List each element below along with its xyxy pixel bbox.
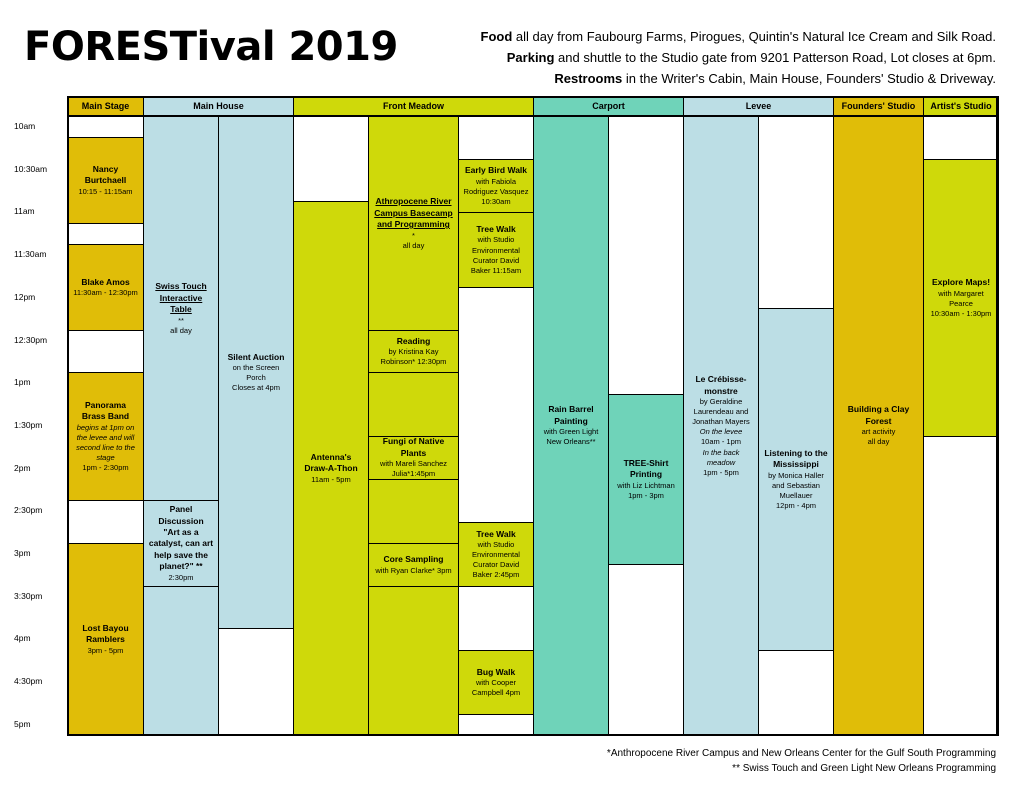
event-tree-walk[interactable] bbox=[458, 212, 534, 288]
event-title: TREE-Shirt Printing bbox=[623, 457, 669, 480]
empty-slot bbox=[758, 650, 834, 736]
restrooms-line: Restrooms in the Writer's Cabin, Main House, Founders' Studio & Driveway. bbox=[554, 71, 996, 86]
event-title: Nancy Burtchaell bbox=[84, 163, 127, 186]
event-detail: all day bbox=[402, 240, 425, 250]
time-label: 11:30am bbox=[14, 249, 47, 260]
empty-slot bbox=[458, 714, 534, 736]
event-title: Early Bird Walk bbox=[464, 165, 528, 176]
empty-slot bbox=[758, 116, 834, 309]
event-fungi-of-native-plants[interactable] bbox=[368, 436, 459, 480]
event-detail: with Fabiola Rodriguez Vasquez 10:30am bbox=[463, 176, 529, 206]
event-title: Le Crébisse-monstre bbox=[695, 374, 747, 396]
event-detail: 3pm - 5pm bbox=[87, 645, 124, 655]
event-detail: art activity bbox=[861, 427, 896, 437]
event-title: Athropocene River Campus Basecamp and Programming bbox=[374, 196, 453, 230]
time-label: 3:30pm bbox=[14, 590, 43, 601]
time-label: 10am bbox=[14, 121, 36, 131]
event-tree-walk[interactable] bbox=[458, 522, 534, 587]
event-athropocene-river-campus-basecamp-and-programming[interactable] bbox=[368, 116, 459, 331]
time-label: 2pm bbox=[14, 462, 31, 473]
event-detail: with Liz Lichtman bbox=[617, 480, 675, 490]
event-detail: In the back meadow bbox=[702, 447, 740, 467]
event-rain-barrel-painting[interactable] bbox=[533, 116, 609, 736]
food-line: Food all day from Faubourg Farms, Pirogues, Quintin's Natural Ice Cream and Silk Road. bbox=[480, 29, 996, 44]
event-tree-shirt-printing[interactable] bbox=[608, 394, 684, 565]
event-title: Core Sampling bbox=[383, 554, 444, 565]
empty-slot bbox=[67, 116, 144, 138]
empty-slot bbox=[67, 330, 144, 373]
empty-slot bbox=[368, 586, 459, 736]
event-title: Panel Discussion bbox=[158, 504, 204, 526]
event-title: Tree Walk bbox=[476, 528, 516, 539]
empty-slot bbox=[368, 479, 459, 544]
event-detail: * bbox=[412, 230, 415, 240]
time-label: 4pm bbox=[14, 633, 31, 644]
empty-slot bbox=[458, 287, 534, 523]
empty-slot bbox=[143, 586, 219, 736]
event-detail: with Studio Environmental Curator David Baker 11:15am bbox=[470, 235, 522, 275]
event-detail: 2:30pm bbox=[168, 572, 194, 582]
event-panorama-brass-band[interactable] bbox=[67, 372, 144, 501]
event-title: Lost Bayou Ramblers bbox=[82, 622, 129, 645]
empty-slot bbox=[458, 116, 534, 160]
page-title: FORESTival 2019 bbox=[24, 24, 398, 70]
time-label: 1:30pm bbox=[14, 419, 43, 430]
event-detail: 1pm - 5pm bbox=[703, 467, 739, 477]
event-nancy-burtchaell[interactable] bbox=[67, 137, 144, 224]
event-swiss-touch-interactive-table[interactable] bbox=[143, 116, 219, 501]
time-label: 2:30pm bbox=[14, 505, 43, 516]
event-detail: by Monica Haller and Sebastian Muellauer bbox=[768, 470, 824, 500]
time-label: 5pm bbox=[14, 718, 31, 729]
event-detail: 10:30am - 1:30pm bbox=[930, 308, 992, 318]
header-founders-studio: Founders' Studio bbox=[833, 96, 924, 116]
empty-slot bbox=[923, 116, 999, 160]
empty-slot bbox=[293, 116, 369, 202]
time-label: 4:30pm bbox=[14, 676, 43, 687]
event-blake-amos[interactable] bbox=[67, 244, 144, 331]
event-antenna-s-draw-a-thon[interactable] bbox=[293, 201, 369, 736]
footnote-1: *Anthropocene River Campus and New Orleans Center for the Gulf South Programming bbox=[606, 748, 996, 759]
event-detail: 11am - 5pm bbox=[311, 474, 351, 484]
empty-slot bbox=[67, 223, 144, 245]
footnote-2: ** Swiss Touch and Green Light New Orleans Programming bbox=[732, 763, 996, 774]
event-title: Listening to the Mississippi bbox=[764, 447, 828, 470]
event-title: Swiss Touch Interactive Table bbox=[155, 281, 207, 315]
event-detail: with Ryan Clarke* 3pm bbox=[375, 565, 452, 575]
event-detail: by Kristina Kay Robinson* 12:30pm bbox=[380, 347, 447, 367]
parking-line: Parking and shuttle to the Studio gate from 9201 Patterson Road, Lot closes at 6pm. bbox=[506, 50, 996, 65]
time-label: 3pm bbox=[14, 548, 31, 558]
empty-slot bbox=[67, 500, 144, 544]
time-label: 11am bbox=[14, 206, 35, 217]
event-le-cr-bisse-monstre[interactable] bbox=[683, 116, 759, 736]
event-detail: all day bbox=[170, 325, 192, 335]
header-levee: Levee bbox=[683, 96, 834, 116]
event-detail: all day bbox=[867, 437, 890, 447]
time-label: 12pm bbox=[14, 291, 36, 302]
event-title: Blake Amos bbox=[81, 276, 130, 287]
event-reading[interactable] bbox=[368, 330, 459, 373]
empty-slot bbox=[368, 372, 459, 437]
event-title: Panorama Brass Band bbox=[81, 399, 130, 422]
event-detail: 11:30am - 12:30pm bbox=[73, 288, 138, 298]
event-title: Rain Barrel Painting bbox=[548, 404, 594, 426]
event-detail: with Margaret Pearce bbox=[938, 288, 984, 308]
event-lost-bayou-ramblers[interactable] bbox=[67, 543, 144, 736]
event-title: Fungi of Native Plants bbox=[382, 436, 445, 458]
event-detail: 10am - 1pm bbox=[700, 437, 742, 447]
event-title: Building a Clay Forest bbox=[847, 404, 910, 426]
footnotes bbox=[607, 746, 996, 776]
event-early-bird-walk[interactable] bbox=[458, 159, 534, 213]
event-title: Bug Walk bbox=[476, 666, 516, 677]
event-explore-maps[interactable] bbox=[923, 159, 999, 437]
event-detail: with Green Light New Orleans** bbox=[543, 427, 599, 447]
event-detail: 10:15 - 11:15am bbox=[78, 186, 133, 196]
event-detail: ** bbox=[178, 315, 184, 325]
empty-slot bbox=[608, 116, 684, 395]
event-detail: by Geraldine Laurendeau and Jonathan Mayers bbox=[692, 396, 750, 427]
empty-slot bbox=[923, 436, 999, 736]
event-core-sampling[interactable] bbox=[368, 543, 459, 587]
event-bug-walk[interactable] bbox=[458, 650, 534, 715]
header-artist-s-studio: Artist's Studio bbox=[923, 96, 999, 116]
event-title: Antenna's Draw-A-Thon bbox=[304, 451, 358, 474]
event-title: Tree Walk bbox=[476, 224, 516, 235]
header-front-meadow: Front Meadow bbox=[293, 96, 534, 116]
event-title: Reading bbox=[396, 335, 431, 346]
event-title: Silent Auction bbox=[227, 351, 285, 362]
event-title: Explore Maps! bbox=[931, 277, 991, 288]
time-label: 10:30am bbox=[14, 163, 48, 174]
header-main-stage: Main Stage bbox=[67, 96, 144, 116]
time-label: 1pm bbox=[14, 377, 31, 388]
event-detail: 1pm - 3pm bbox=[628, 490, 664, 500]
event-detail: 12pm - 4pm bbox=[775, 501, 817, 511]
event-panel-discussion[interactable] bbox=[143, 500, 219, 587]
empty-slot bbox=[608, 564, 684, 736]
event-building-a-clay-forest[interactable] bbox=[833, 116, 924, 736]
event-detail: with Mareli Sanchez Julia*1:45pm bbox=[379, 459, 448, 479]
event-listening-to-the-mississippi[interactable] bbox=[758, 308, 834, 651]
empty-slot bbox=[458, 586, 534, 651]
event-detail: with Studio Environmental Curator David Baker 2:45pm bbox=[472, 539, 520, 580]
event-detail: Closes at 4pm bbox=[232, 383, 280, 393]
time-label: 12:30pm bbox=[14, 334, 48, 345]
event-detail: begins at 1pm on the levee and will second line to the stage bbox=[76, 422, 135, 463]
event-detail: "Art as a catalyst, can art help save the planet?" ** bbox=[148, 526, 214, 572]
event-detail: with Cooper Campbell 4pm bbox=[471, 678, 521, 698]
header-main-house: Main House bbox=[143, 96, 294, 116]
event-detail: on the Screen Porch bbox=[232, 363, 280, 383]
event-detail: On the levee bbox=[699, 427, 743, 437]
empty-slot bbox=[218, 628, 294, 736]
event-silent-auction[interactable] bbox=[218, 116, 294, 629]
header-carport: Carport bbox=[533, 96, 684, 116]
event-detail: 1pm - 2:30pm bbox=[82, 463, 129, 473]
